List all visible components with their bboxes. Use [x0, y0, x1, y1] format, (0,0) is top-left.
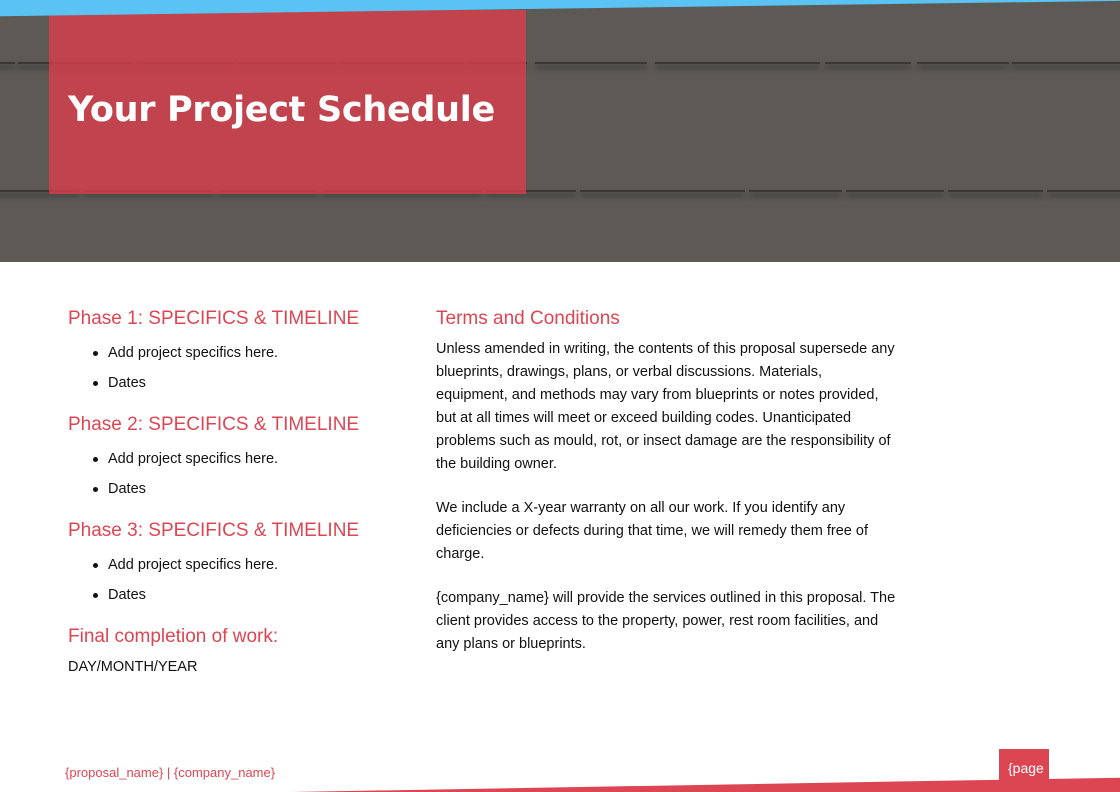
final-completion-date: DAY/MONTH/YEAR — [68, 659, 198, 675]
page-number: {page — [1008, 760, 1044, 776]
phase-list — [68, 444, 408, 504]
phase-list — [68, 550, 408, 610]
phase-heading: Phase 1: SPECIFICS & TIMELINE — [68, 308, 360, 329]
title-overlay — [49, 10, 526, 194]
page-title: Your Project Schedule — [68, 90, 495, 130]
terms-heading: Terms and Conditions — [436, 308, 620, 329]
phase-2 — [68, 412, 408, 504]
phase-1 — [68, 306, 408, 398]
phase-list — [68, 338, 408, 398]
phase-3 — [68, 518, 408, 610]
terms-paragraph: Unless amended in writing, the contents of this proposal supersede any blueprints, drawings, plans, or verbal discussions. Materials, equipment, and methods may vary from blueprints or notes provided, but at all times will meet or exceed building codes. Unanticipated problems such as mould, rot, or insect damage are the responsibility of the building owner. — [436, 341, 895, 472]
list-item: Add project specifics here. — [68, 338, 408, 368]
list-item: Dates — [68, 368, 408, 398]
list-item: Add project specifics here. — [68, 444, 408, 474]
final-completion — [68, 624, 408, 678]
list-item: Add project specifics here. — [68, 550, 408, 580]
phase-heading: Phase 2: SPECIFICS & TIMELINE — [68, 414, 360, 435]
shingle-row — [0, 190, 1120, 262]
terms-column — [436, 306, 896, 677]
services-paragraph: {company_name} will provide the services outlined in this proposal. The client provides access to the property, power, rest room facilities, and any plans or blueprints. — [436, 590, 896, 652]
warranty-paragraph: We include a X-year warranty on all our work. If you identify any deficiencies or defects during that time, we will remedy them free of charge. — [436, 500, 868, 562]
phase-heading: Phase 3: SPECIFICS & TIMELINE — [68, 520, 360, 541]
page-number-tab — [999, 749, 1049, 785]
list-item: Dates — [68, 474, 408, 504]
final-completion-heading: Final completion of work: — [68, 626, 279, 647]
list-item: Dates — [68, 580, 408, 610]
footer-proposal-company: {proposal_name} | {company_name} — [65, 765, 276, 780]
schedule-column — [68, 306, 408, 678]
